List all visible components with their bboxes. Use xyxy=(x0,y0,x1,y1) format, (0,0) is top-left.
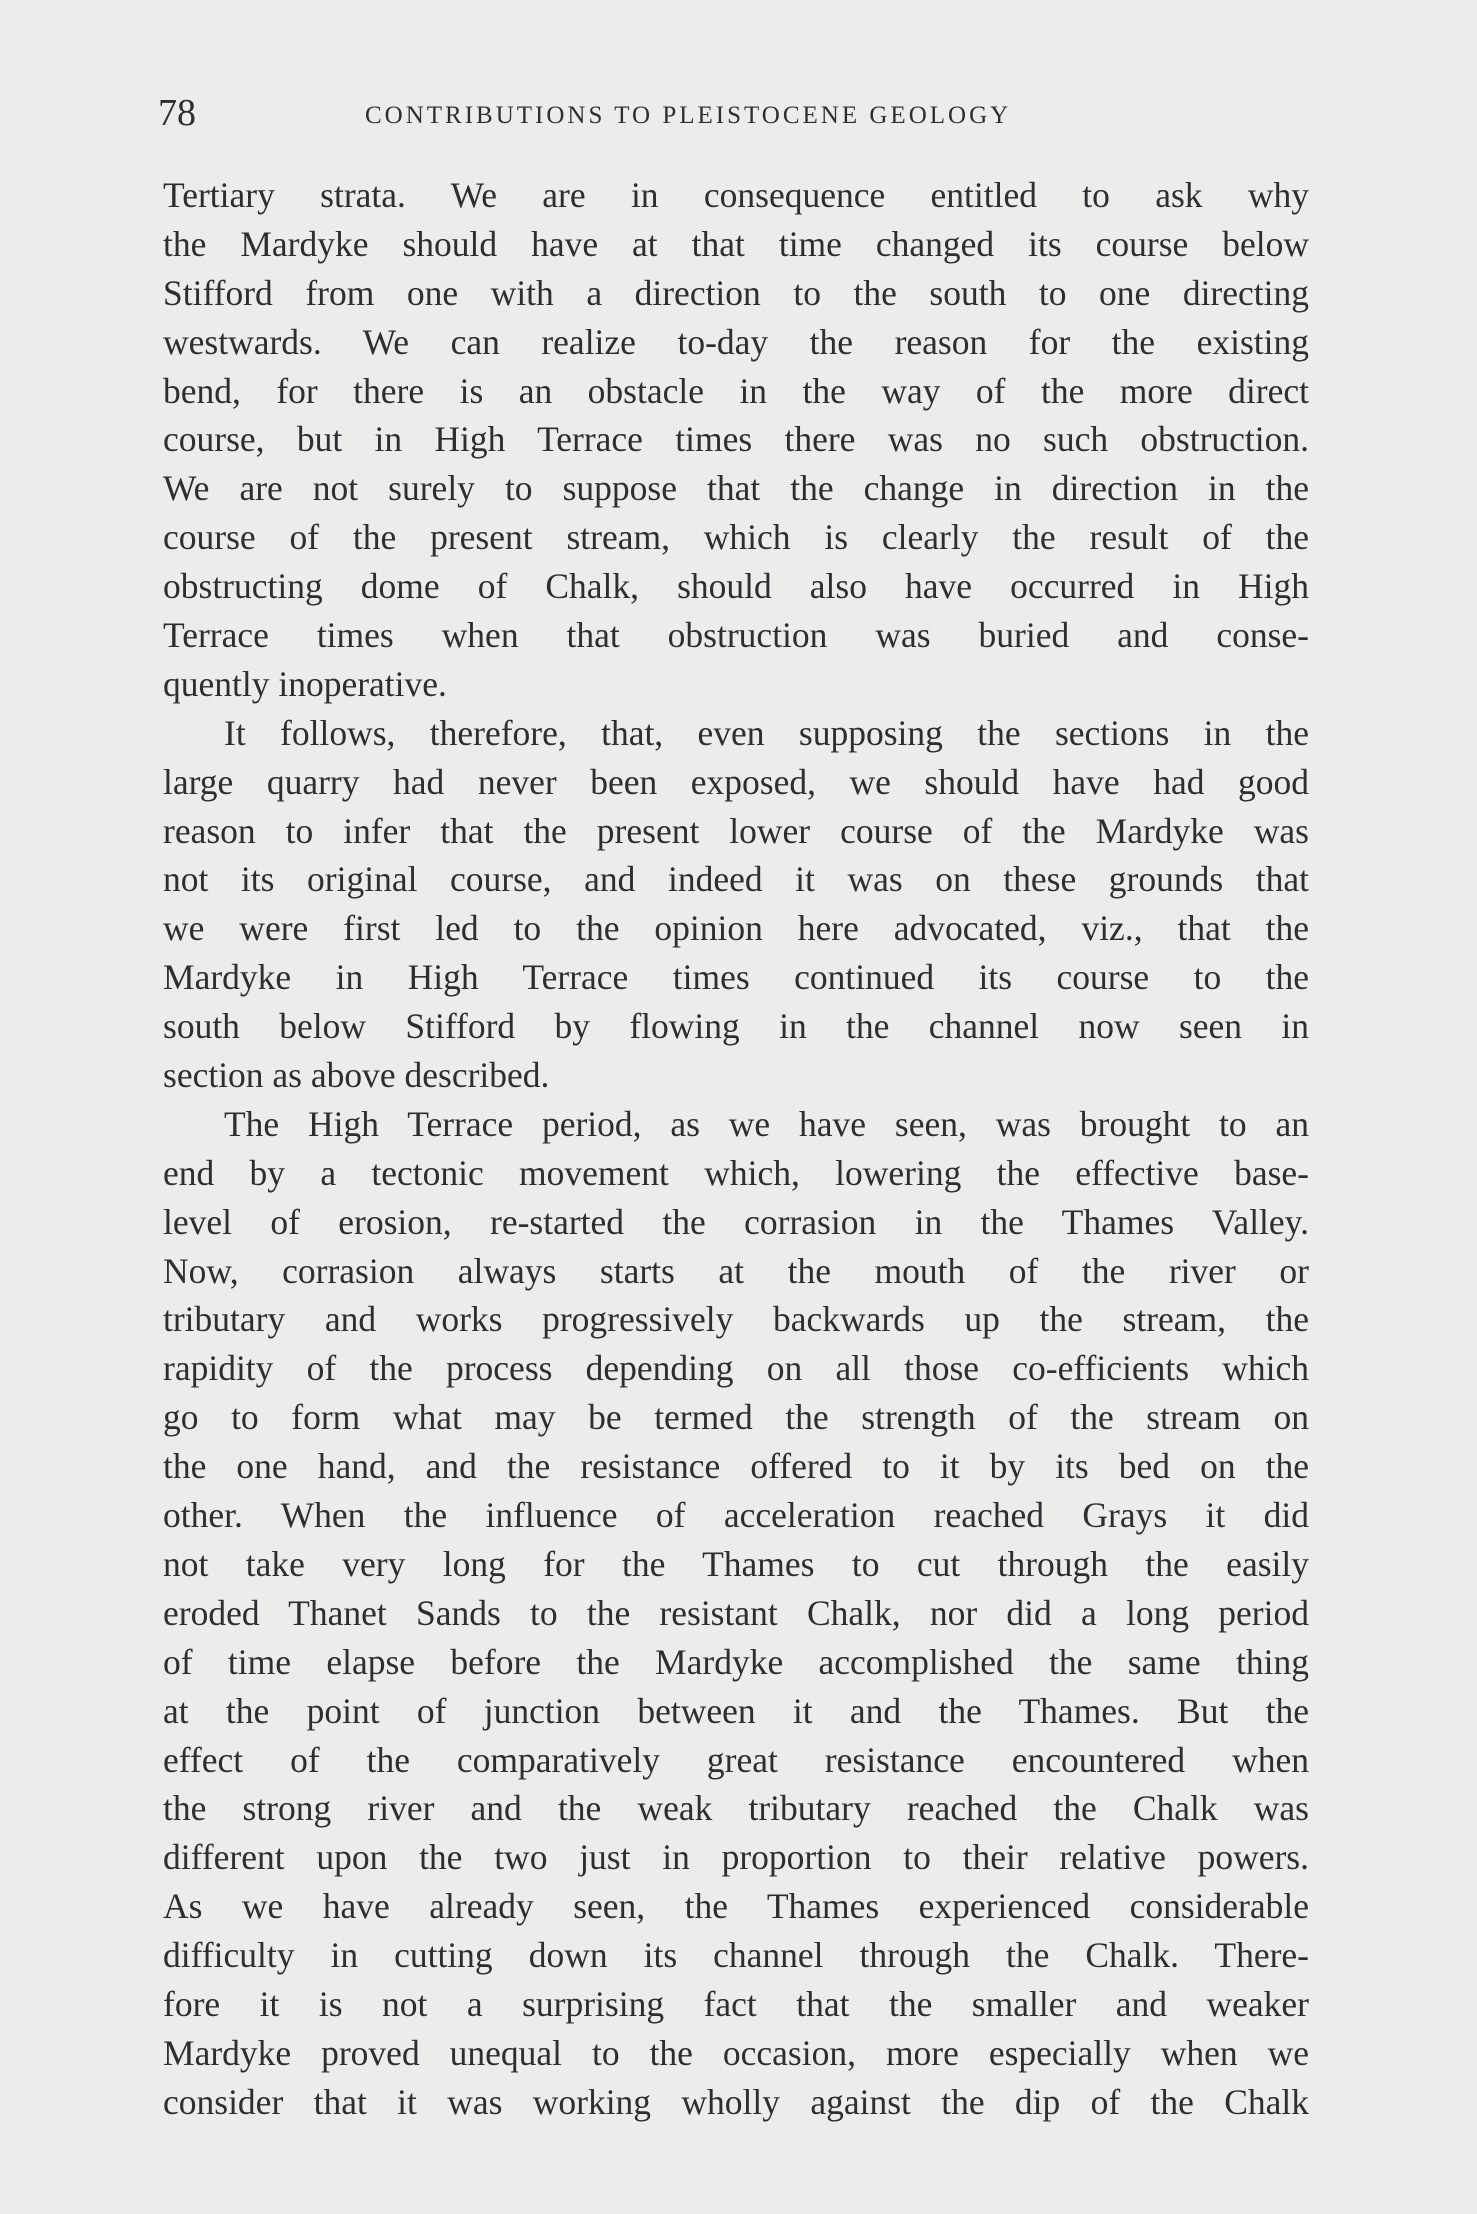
text-line: of time elapse before the Mardyke accomplished the same thing xyxy=(163,1641,1309,1682)
page-header xyxy=(158,88,1316,138)
text-line: at the point of junction between it and the Thames. But the xyxy=(163,1690,1309,1731)
running-head: CONTRIBUTIONS TO PLEISTOCENE GEOLOGY xyxy=(365,102,1012,129)
text-line: The High Terrace period, as we have seen, was brought to an xyxy=(224,1103,1309,1144)
text-line: obstructing dome of Chalk, should also have occurred in High xyxy=(163,566,1309,607)
text-line: Mardyke in High Terrace times continued its course to the xyxy=(163,957,1309,998)
text-line: bend, for there is an obstacle in the way of the more direct xyxy=(163,370,1309,411)
text-line: large quarry had never been exposed, we should have had good xyxy=(163,761,1309,802)
text-line: consider that it was working wholly against the dip of the Chalk xyxy=(163,2081,1309,2122)
text-line: we were first led to the opinion here advocated, viz., that the xyxy=(163,908,1309,949)
text-line: Stifford from one with a direction to the south to one directing xyxy=(163,272,1309,313)
text-line: course, but in High Terrace times there was no such obstruction. xyxy=(163,419,1309,460)
text-line: eroded Thanet Sands to the resistant Chalk, nor did a long period xyxy=(163,1592,1309,1633)
text-line: quently inoperative. xyxy=(163,663,447,704)
text-line: level of erosion, re-started the corrasion in the Thames Valley. xyxy=(163,1201,1309,1242)
text-line: Terrace times when that obstruction was buried and conse- xyxy=(163,615,1309,656)
body-text xyxy=(163,171,1309,2127)
page-number: 78 xyxy=(158,92,196,134)
text-line: difficulty in cutting down its channel through the Chalk. There- xyxy=(163,1935,1309,1976)
text-line: other. When the influence of acceleration reached Grays it did xyxy=(163,1495,1309,1536)
text-line: course of the present stream, which is clearly the result of the xyxy=(163,517,1309,558)
text-line: westwards. We can realize to-day the reason for the existing xyxy=(163,321,1309,362)
text-line: section as above described. xyxy=(163,1055,550,1096)
text-line: Mardyke proved unequal to the occasion, more especially when we xyxy=(163,2032,1309,2073)
text-line: reason to infer that the present lower course of the Mardyke was xyxy=(163,810,1309,851)
text-line: south below Stifford by flowing in the channel now seen in xyxy=(163,1006,1309,1047)
text-line: It follows, therefore, that, even supposing the sections in the xyxy=(224,712,1309,753)
text-line: Now, corrasion always starts at the mouth of the river or xyxy=(163,1250,1309,1291)
text-line: effect of the comparatively great resistance encountered when xyxy=(163,1739,1309,1780)
text-line: different upon the two just in proportion to their relative powers. xyxy=(163,1837,1309,1878)
text-line: tributary and works progressively backwards up the stream, the xyxy=(163,1299,1309,1340)
text-line: not its original course, and indeed it was on these grounds that xyxy=(163,859,1309,900)
text-line: Tertiary strata. We are in consequence entitled to ask why xyxy=(163,175,1309,215)
text-line: fore it is not a surprising fact that the smaller and weaker xyxy=(163,1983,1309,2024)
text-line: the one hand, and the resistance offered to it by its bed on the xyxy=(163,1446,1309,1487)
text-line: the strong river and the weak tributary reached the Chalk was xyxy=(163,1788,1309,1829)
text-line: go to form what may be termed the strength of the stream on xyxy=(163,1397,1309,1438)
text-line: We are not surely to suppose that the change in direction in the xyxy=(163,468,1309,509)
text-line: the Mardyke should have at that time changed its course below xyxy=(163,223,1309,264)
text-line: rapidity of the process depending on all those co-efficients which xyxy=(163,1348,1309,1389)
text-line: not take very long for the Thames to cut through the easily xyxy=(163,1543,1309,1584)
text-line: As we have already seen, the Thames experienced considerable xyxy=(163,1886,1309,1927)
text-line: end by a tectonic movement which, lowering the effective base- xyxy=(163,1152,1309,1193)
